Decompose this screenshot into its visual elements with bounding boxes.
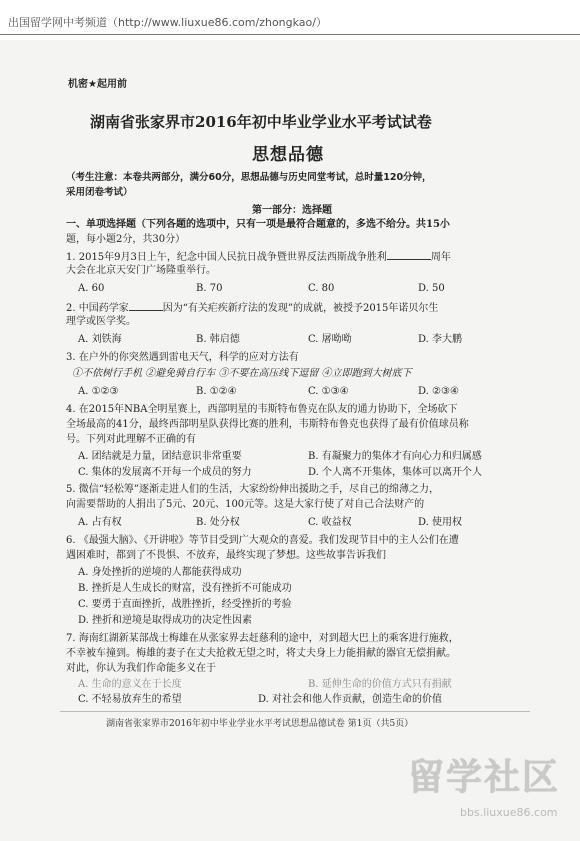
question-4-line-2: 全场最高的41分，最终西部明星队获得比赛的胜利，韦斯特布鲁克也获得了最有价值球员称	[66, 419, 469, 430]
part-heading: 第一部分：选择题	[252, 205, 332, 216]
question-5-option-d: D. 使用权	[418, 517, 463, 528]
question-7-option-c: C. 不轻易放弃生的希望	[78, 694, 182, 705]
question-1-line-1: 1. 2015年9月3日上午，纪念中国人民抗日战争暨世界反法西斯战争胜利 周年	[66, 252, 451, 263]
question-5-line-2: 向需要帮助的人捐出了5元、20元、100元等。这是大家行使了对自己合法财产的	[66, 499, 425, 510]
question-3-option-d: D. ②③④	[418, 386, 459, 397]
question-5-line-1: 5. 微信“轻松筹”逐渐走进人们的生活，大家纷纷伸出援助之手，尽自己的绵薄之力，	[66, 484, 439, 495]
watermark-url: bbs.liuxue86.com	[460, 806, 558, 819]
site-header	[0, 0, 580, 40]
question-4-option-b: B. 有凝聚力的集体才有向心力和归属感	[308, 451, 482, 462]
section-heading: 一、单项选择题（下列各题的选项中，只有一项是最符合题意的，多选不给分。共15小	[66, 219, 450, 230]
question-2-option-d: D. 李大鹏	[418, 334, 463, 345]
question-7-option-d: D. 对社会和他人作贡献，创造生命的价值	[258, 694, 443, 705]
answer-blank	[129, 301, 163, 311]
header-text: 出国留学网中考频道（http://www.liuxue86.com/zhongkao/）	[8, 16, 327, 29]
question-3-line-1: 3. 在户外的你突然遇到雷电天气，科学的应对方法有	[66, 352, 299, 363]
question-4-line-3: 号。下列对此理解不正确的有	[66, 434, 196, 445]
question-2-option-c: C. 屠呦呦	[308, 334, 352, 345]
question-7-line-1: 7. 海南红湖新某部战士梅雄在从张家界去赶慈利的途中，对到超大巴上的乘客进行施救，	[66, 633, 459, 644]
question-1-line-2: 大会在北京天安门广场隆重举行。	[66, 265, 216, 276]
question-6-option-a: A. 身处挫折的逆境的人都能获得成功	[78, 567, 242, 578]
question-7-option-b: B. 延伸生命的价值方式只有捐献	[308, 679, 452, 690]
question-2-option-b: B. 韩启德	[196, 334, 240, 345]
section-heading-cont: 题，每小题2分，共30分）	[66, 234, 186, 245]
question-3-option-a: A. ①②③	[78, 386, 119, 397]
question-2-option-a: A. 刘铁海	[78, 334, 122, 345]
watermark-logo: 留学社区	[408, 757, 561, 798]
page-footer: 湖南省张家界市2016年初中毕业学业水平考试思想品德试卷 第1页（共5页）	[106, 719, 414, 729]
question-1-option-c: C. 80	[308, 283, 335, 294]
question-1-option-b: B. 70	[196, 283, 223, 294]
question-4-option-a: A. 团结就是力量，团结意识非常重要	[78, 451, 242, 462]
notice-line-1: （考生注意：本卷共两部分，满分60分，思想品德与历史同堂考试，总时量120分钟，	[66, 172, 432, 183]
subject-title: 思想品德	[252, 145, 324, 165]
question-3-option-b: B. ①②④	[196, 386, 237, 397]
question-6-option-d: D. 挫折和逆境是取得成功的决定性因素	[78, 615, 253, 626]
question-6-line-2: 遇困难时，都到了不畏惧、不放弃，最终实现了梦想。这些故事告诉我们	[66, 550, 386, 561]
question-1-option-a: A. 60	[78, 283, 105, 294]
question-2-line-2: 理学或医学奖。	[66, 316, 136, 327]
question-7-line-2: 不幸被车撞到。梅雄的妻子在丈夫抢救无望之时，将丈夫身上力能捐献的器官无偿捐献。	[66, 648, 456, 659]
question-4-option-d: D. 个人离不开集体，集体可以离开个人	[308, 467, 483, 478]
confidential-mark: 机密★起用前	[68, 79, 127, 90]
question-7-line-3: 对此，你认为我们作命能多义在于	[66, 663, 216, 674]
exam-title: 湖南省张家界市2016年初中毕业学业水平考试试卷	[90, 113, 432, 131]
question-6-option-b: B. 挫折是人生成长的财富，没有挫折不可能成功	[78, 583, 292, 594]
watermark	[408, 758, 574, 838]
question-2-line-1: 2. 中国药学家 因为“有关疟疾新疗法的发现”的成就，被授予2015年诺贝尔生	[66, 303, 439, 314]
answer-blank	[387, 250, 431, 260]
question-5-option-a: A. 占有权	[78, 517, 122, 528]
question-4-option-c: C. 集体的发展离不开每一个成员的努力	[78, 467, 252, 478]
question-4-line-1: 4. 在2015年NBA全明星赛上，西部明星的韦斯特布鲁克在队友的通力协助下，全场砍下	[66, 404, 458, 415]
question-1-option-d: D. 50	[418, 283, 445, 294]
question-3-option-c: C. ①③④	[308, 386, 349, 397]
question-5-option-c: C. 收益权	[308, 517, 352, 528]
question-6-line-1: 6. 《最强大脑》、《开讲啦》等节目受到广大观众的喜爱。我们发现节目中的主人公们在遭	[66, 535, 459, 546]
question-3-statements: ①不依树行手机 ②避免骑自行车 ③不要在高压线下逗留 ④立即跑到大树底下	[72, 368, 412, 379]
question-6-option-c: C. 要勇于直面挫折，战胜挫折，经受挫折的考验	[78, 599, 292, 610]
notice-line-2: 采用闭卷考试）	[66, 187, 133, 198]
header-divider	[0, 34, 580, 35]
footer-divider	[60, 711, 530, 712]
question-7-option-a: A. 生命的意义在于长度	[78, 679, 182, 690]
question-5-option-b: B. 处分权	[196, 517, 240, 528]
